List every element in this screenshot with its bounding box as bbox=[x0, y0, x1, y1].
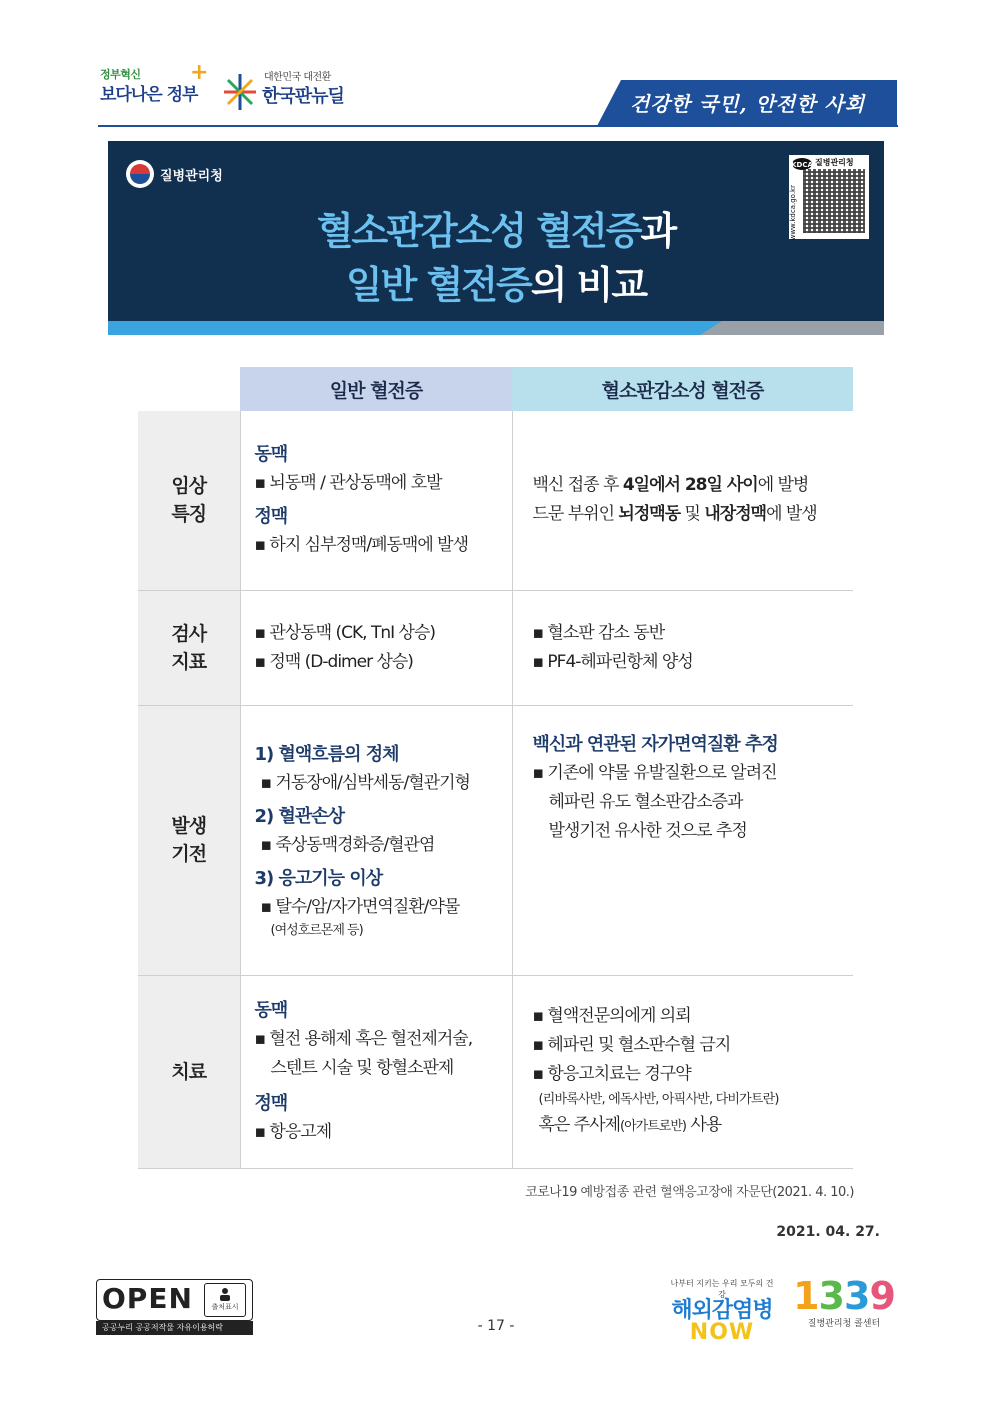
table-row bbox=[138, 705, 853, 975]
ns-tagline: 나부터 지키는 우리 모두의 건강 bbox=[670, 1279, 774, 1299]
ns-title: 해외감염병 bbox=[671, 1298, 773, 1323]
row-head-line: 지표 bbox=[171, 650, 207, 673]
new-deal-small: 대한민국 대전환 bbox=[264, 72, 331, 83]
table-header-row bbox=[138, 367, 853, 411]
new-deal-big: 한국판뉴딜 bbox=[262, 86, 344, 107]
title-line-2-highlight: 일반 혈전증 bbox=[345, 263, 531, 307]
cell-tts-tests bbox=[512, 590, 853, 705]
cell-tts-mechanism bbox=[512, 705, 853, 975]
plus-icon: + bbox=[190, 60, 209, 85]
col-header-tts: 혈소판감소성 혈전증 bbox=[512, 367, 853, 411]
tts-mechanism-line: ▪ 기존에 약물 유발질환으로 알려진 bbox=[532, 762, 777, 783]
text-bold: 뇌정맥동 bbox=[618, 504, 681, 525]
tts-clinical-line-2 bbox=[533, 500, 842, 529]
vein-item: ▪ 하지 심부정맥/폐동맥에 발생 bbox=[254, 535, 469, 556]
open-text: OPEN bbox=[102, 1282, 193, 1315]
artery-item: ▪ 뇌동맥 / 관상동맥에 호발 bbox=[254, 473, 442, 494]
cell-general-treatment bbox=[240, 975, 512, 1168]
col-header-general: 일반 혈전증 bbox=[240, 367, 512, 411]
vein-label: 정맥 bbox=[254, 1093, 288, 1114]
kdca-logo bbox=[126, 160, 223, 188]
mechanism-note: (여성호르몬제 등) bbox=[270, 923, 363, 938]
qr-code[interactable] bbox=[789, 155, 869, 239]
publish-date: 2021. 04. 27. bbox=[776, 1224, 880, 1240]
row-head-treatment bbox=[138, 975, 240, 1168]
mechanism-item: ▪ 탈수/암/자가면역질환/약물 bbox=[260, 897, 460, 917]
title-line-1 bbox=[108, 200, 884, 255]
text-span: 및 bbox=[680, 504, 705, 525]
text-span: 에 발병 bbox=[757, 475, 809, 496]
table-row bbox=[138, 975, 853, 1168]
taegeuk-emblem-icon bbox=[126, 160, 154, 188]
row-head-mechanism bbox=[138, 705, 240, 975]
mechanism-heading: 2) 혈관손상 bbox=[254, 806, 345, 827]
tts-clinical-line-1 bbox=[533, 471, 842, 500]
call-center-caption: 질병관리청 콜센터 bbox=[807, 1319, 881, 1329]
table-row bbox=[138, 411, 853, 590]
ns-now: NOW bbox=[689, 1320, 755, 1345]
vein-label: 정맥 bbox=[254, 506, 288, 528]
list-item: ▪ 관상동맥 (CK, TnI 상승) bbox=[254, 622, 436, 643]
digit: 9 bbox=[869, 1274, 895, 1318]
title-line-1-rest: 과 bbox=[640, 209, 676, 253]
mechanism-item: ▪ 죽상동맥경화증/혈관염 bbox=[260, 835, 435, 855]
row-head-line: 치료 bbox=[171, 1060, 207, 1083]
new-deal-icon bbox=[222, 72, 258, 112]
agency-name: 질병관리청 bbox=[160, 168, 223, 184]
treatment-line: ▪ 혈액전문의에게 의뢰 bbox=[532, 1006, 691, 1026]
mechanism-item: ▪ 거동장애/심박세동/혈관기형 bbox=[260, 773, 470, 793]
cell-tts-clinical bbox=[512, 411, 853, 590]
comparison-table bbox=[138, 367, 853, 1169]
tts-mechanism-heading: 백신과 연관된 자가면역질환 추정 bbox=[532, 733, 778, 755]
title-line-1-highlight: 혈소판감소성 혈전증 bbox=[316, 209, 641, 253]
list-item: ▪ PF4-헤파린항체 양성 bbox=[532, 651, 693, 672]
qr-logo-text: KDCA bbox=[791, 161, 813, 169]
row-head-line: 검사 bbox=[171, 622, 207, 645]
row-head-line: 기전 bbox=[171, 843, 207, 865]
treatment-line bbox=[533, 1111, 842, 1141]
mechanism-heading: 3) 응고기능 이상 bbox=[254, 868, 383, 889]
title-line-2-rest: 의 비교 bbox=[530, 263, 647, 307]
cell-general-clinical bbox=[240, 411, 512, 590]
gov-innovation-logo bbox=[100, 60, 210, 116]
open-license-caption: 공공누리 공공저작물 자유이용허락 bbox=[96, 1321, 253, 1335]
cell-tts-treatment bbox=[512, 975, 853, 1168]
table-corner bbox=[138, 367, 240, 411]
row-head-line: 임상 bbox=[171, 475, 207, 498]
text-span: 드문 부위인 bbox=[532, 504, 619, 525]
mechanism-heading: 1) 혈액흐름의 정체 bbox=[254, 744, 399, 765]
call-number bbox=[789, 1276, 899, 1316]
cell-general-mechanism bbox=[240, 705, 512, 975]
tts-mechanism-line: 헤파린 유도 혈소판감소증과 bbox=[548, 791, 743, 812]
artery-label: 동맥 bbox=[254, 444, 288, 466]
cell-general-tests bbox=[240, 590, 512, 705]
digit: 3 bbox=[844, 1274, 870, 1318]
attribution-badge bbox=[204, 1283, 246, 1317]
treatment-line: ▪ 헤파린 및 혈소판수혈 금지 bbox=[532, 1035, 731, 1055]
list-item: ▪ 정맥 (D-dimer 상승) bbox=[254, 651, 413, 672]
text-span: 에 발생 bbox=[766, 504, 817, 525]
digit: 3 bbox=[818, 1274, 844, 1318]
banner-stripe-gray bbox=[700, 321, 884, 335]
treatment-drug-list: (리바록사반, 에독사반, 아픽사반, 다비가트란) bbox=[538, 1092, 779, 1107]
call-center-1339-logo bbox=[789, 1276, 899, 1338]
row-head-tests bbox=[138, 590, 240, 705]
row-head-line: 발생 bbox=[171, 815, 207, 837]
text-bold: 내장정맥 bbox=[704, 504, 767, 525]
gov-logo-small: 정부혁신 bbox=[100, 68, 141, 81]
treatment-line: ▪ 항응고제 bbox=[254, 1122, 332, 1142]
treatment-line: ▪ 혈전 용해제 혹은 혈전제거술, bbox=[254, 1029, 473, 1049]
korean-new-deal-logo bbox=[222, 66, 362, 116]
table-row bbox=[138, 590, 853, 705]
row-head-line: 특징 bbox=[171, 503, 207, 526]
text-span: 백신 접종 후 bbox=[532, 475, 623, 496]
treatment-line: 스텐트 시술 및 항혈소판제 bbox=[270, 1058, 454, 1078]
header-divider bbox=[98, 125, 898, 127]
text-bold: 4일에서 28일 사이 bbox=[622, 475, 758, 496]
source-note: 코로나19 예방접종 관련 혈액응고장애 자문단(2021. 4. 10.) bbox=[525, 1185, 854, 1200]
overseas-infection-now-logo bbox=[667, 1278, 777, 1345]
slogan: 건강한 국민, 안전한 사회 bbox=[630, 92, 866, 116]
text-span: 사용 bbox=[685, 1115, 722, 1135]
treatment-line: ▪ 항응고치료는 경구약 bbox=[532, 1064, 691, 1084]
page-number: - 17 - bbox=[477, 1318, 515, 1334]
qr-pattern bbox=[803, 169, 865, 233]
digit: 1 bbox=[793, 1274, 819, 1318]
gov-logo-big: 보다나은 정부 bbox=[100, 85, 198, 105]
row-head-clinical bbox=[138, 411, 240, 590]
text-span: 혹은 주사제 bbox=[538, 1115, 621, 1135]
title-line-2 bbox=[108, 254, 884, 309]
qr-side-url: www.kdca.go.kr bbox=[789, 185, 797, 241]
artery-label: 동맥 bbox=[254, 1000, 288, 1021]
qr-label: 질병관리청 bbox=[815, 158, 854, 167]
text-span-small: (아가트로반) bbox=[620, 1119, 686, 1134]
tts-mechanism-line: 발생기전 유사한 것으로 추정 bbox=[548, 820, 747, 841]
attribution-label: 출처표시 bbox=[211, 1303, 239, 1311]
list-item: ▪ 혈소판 감소 동반 bbox=[532, 622, 665, 643]
